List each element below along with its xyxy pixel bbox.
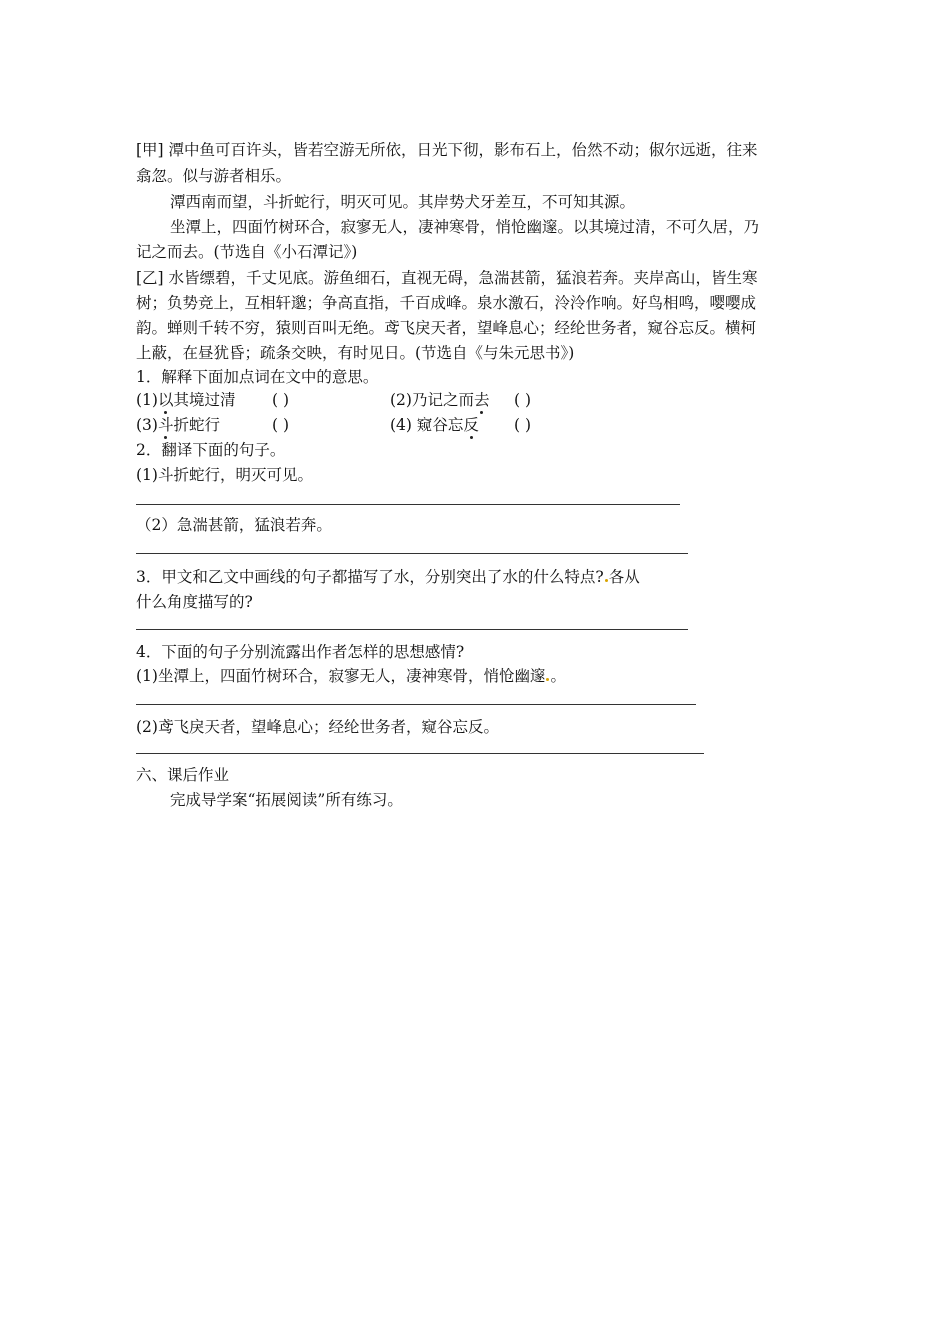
question-2-item-1: (1)斗折蛇行，明灭可见。: [136, 466, 313, 484]
q1-item-2-answer-paren: ( ): [514, 391, 532, 409]
q1-item-4-answer-paren: ( ): [514, 416, 532, 434]
answer-line: [136, 753, 704, 754]
question-4-item-1: (1)坐潭上，四面竹树环合，寂寥无人，凄神寒骨，悄怆幽邃 。: [136, 667, 566, 685]
passage-jia-line-1: [甲] 潭中鱼可百许头，皆若空游无所依，日光下彻，影布石上，佁然不动；俶尔远逝，往来: [136, 141, 758, 159]
q1-item-2: (2)乃记之而去: [390, 391, 490, 409]
passage-yi-line-3: 韵。蝉则千转不穷，猿则百叫无绝。鸢飞戾天者，望峰息心；经纶世务者，窥谷忘反。横柯: [136, 319, 757, 337]
question-2-item-2: （2）急湍甚箭，猛浪若奔。: [136, 516, 332, 534]
answer-line: [136, 504, 680, 505]
question-1-row-1: [136, 387, 236, 413]
question-3-line-2: 什么角度描写的?: [136, 593, 253, 611]
q1-item-3: (3)斗折蛇行: [136, 416, 220, 434]
passage-jia-line-3: 潭西南而望，斗折蛇行，明灭可见。其岸势犬牙差互，不可知其源。: [170, 193, 636, 211]
homework-heading: 六、课后作业: [136, 766, 230, 784]
question-4-item-2: (2)鸢飞戾天者，望峰息心；经纶世务者，窥谷忘反。: [136, 718, 499, 736]
question-2-title: 2．翻译下面的句子。: [136, 441, 286, 459]
passage-jia-line-2: 翕忽。似与游者相乐。: [136, 167, 292, 185]
q1-item-1-answer-paren: ( ): [272, 391, 290, 409]
answer-line: [136, 553, 688, 554]
q1-item-4: (4) 窥谷忘反: [390, 416, 479, 434]
question-1-title: 1．解释下面加点词在文中的意思。: [136, 368, 379, 386]
question-4-title: 4．下面的句子分别流露出作者怎样的思想感情?: [136, 643, 465, 661]
question-3-line-1: 3．甲文和乙文中画线的句子都描写了水，分别突出了水的什么特点? 各从: [136, 568, 640, 586]
q1-item-3-answer-paren: ( ): [272, 416, 290, 434]
homework-text: 完成导学案“拓展阅读”所有练习。: [170, 791, 403, 809]
passage-jia-line-4: 坐潭上，四面竹树环合，寂寥无人，凄神寒骨，悄怆幽邃。以其境过清，不可久居，乃: [170, 218, 760, 236]
passage-yi-line-2: 树；负势竞上，互相轩邈；争高直指，千百成峰。泉水激石，泠泠作响。好鸟相鸣，嘤嘤成: [136, 294, 757, 312]
q1-item-1: (1)以其境过清: [136, 391, 236, 409]
answer-line: [136, 704, 696, 705]
answer-line: [136, 629, 688, 630]
passage-yi-line-1: [乙] 水皆缥碧，千丈见底。游鱼细石，直视无碍，急湍甚箭，猛浪若奔。夹岸高山，皆生寒: [136, 269, 758, 287]
passage-jia-line-5: 记之而去。(节选自《小石潭记》): [136, 243, 358, 261]
passage-yi-line-4: 上蔽，在昼犹昏；疏条交映，有时见日。(节选自《与朱元思书》): [136, 344, 575, 362]
